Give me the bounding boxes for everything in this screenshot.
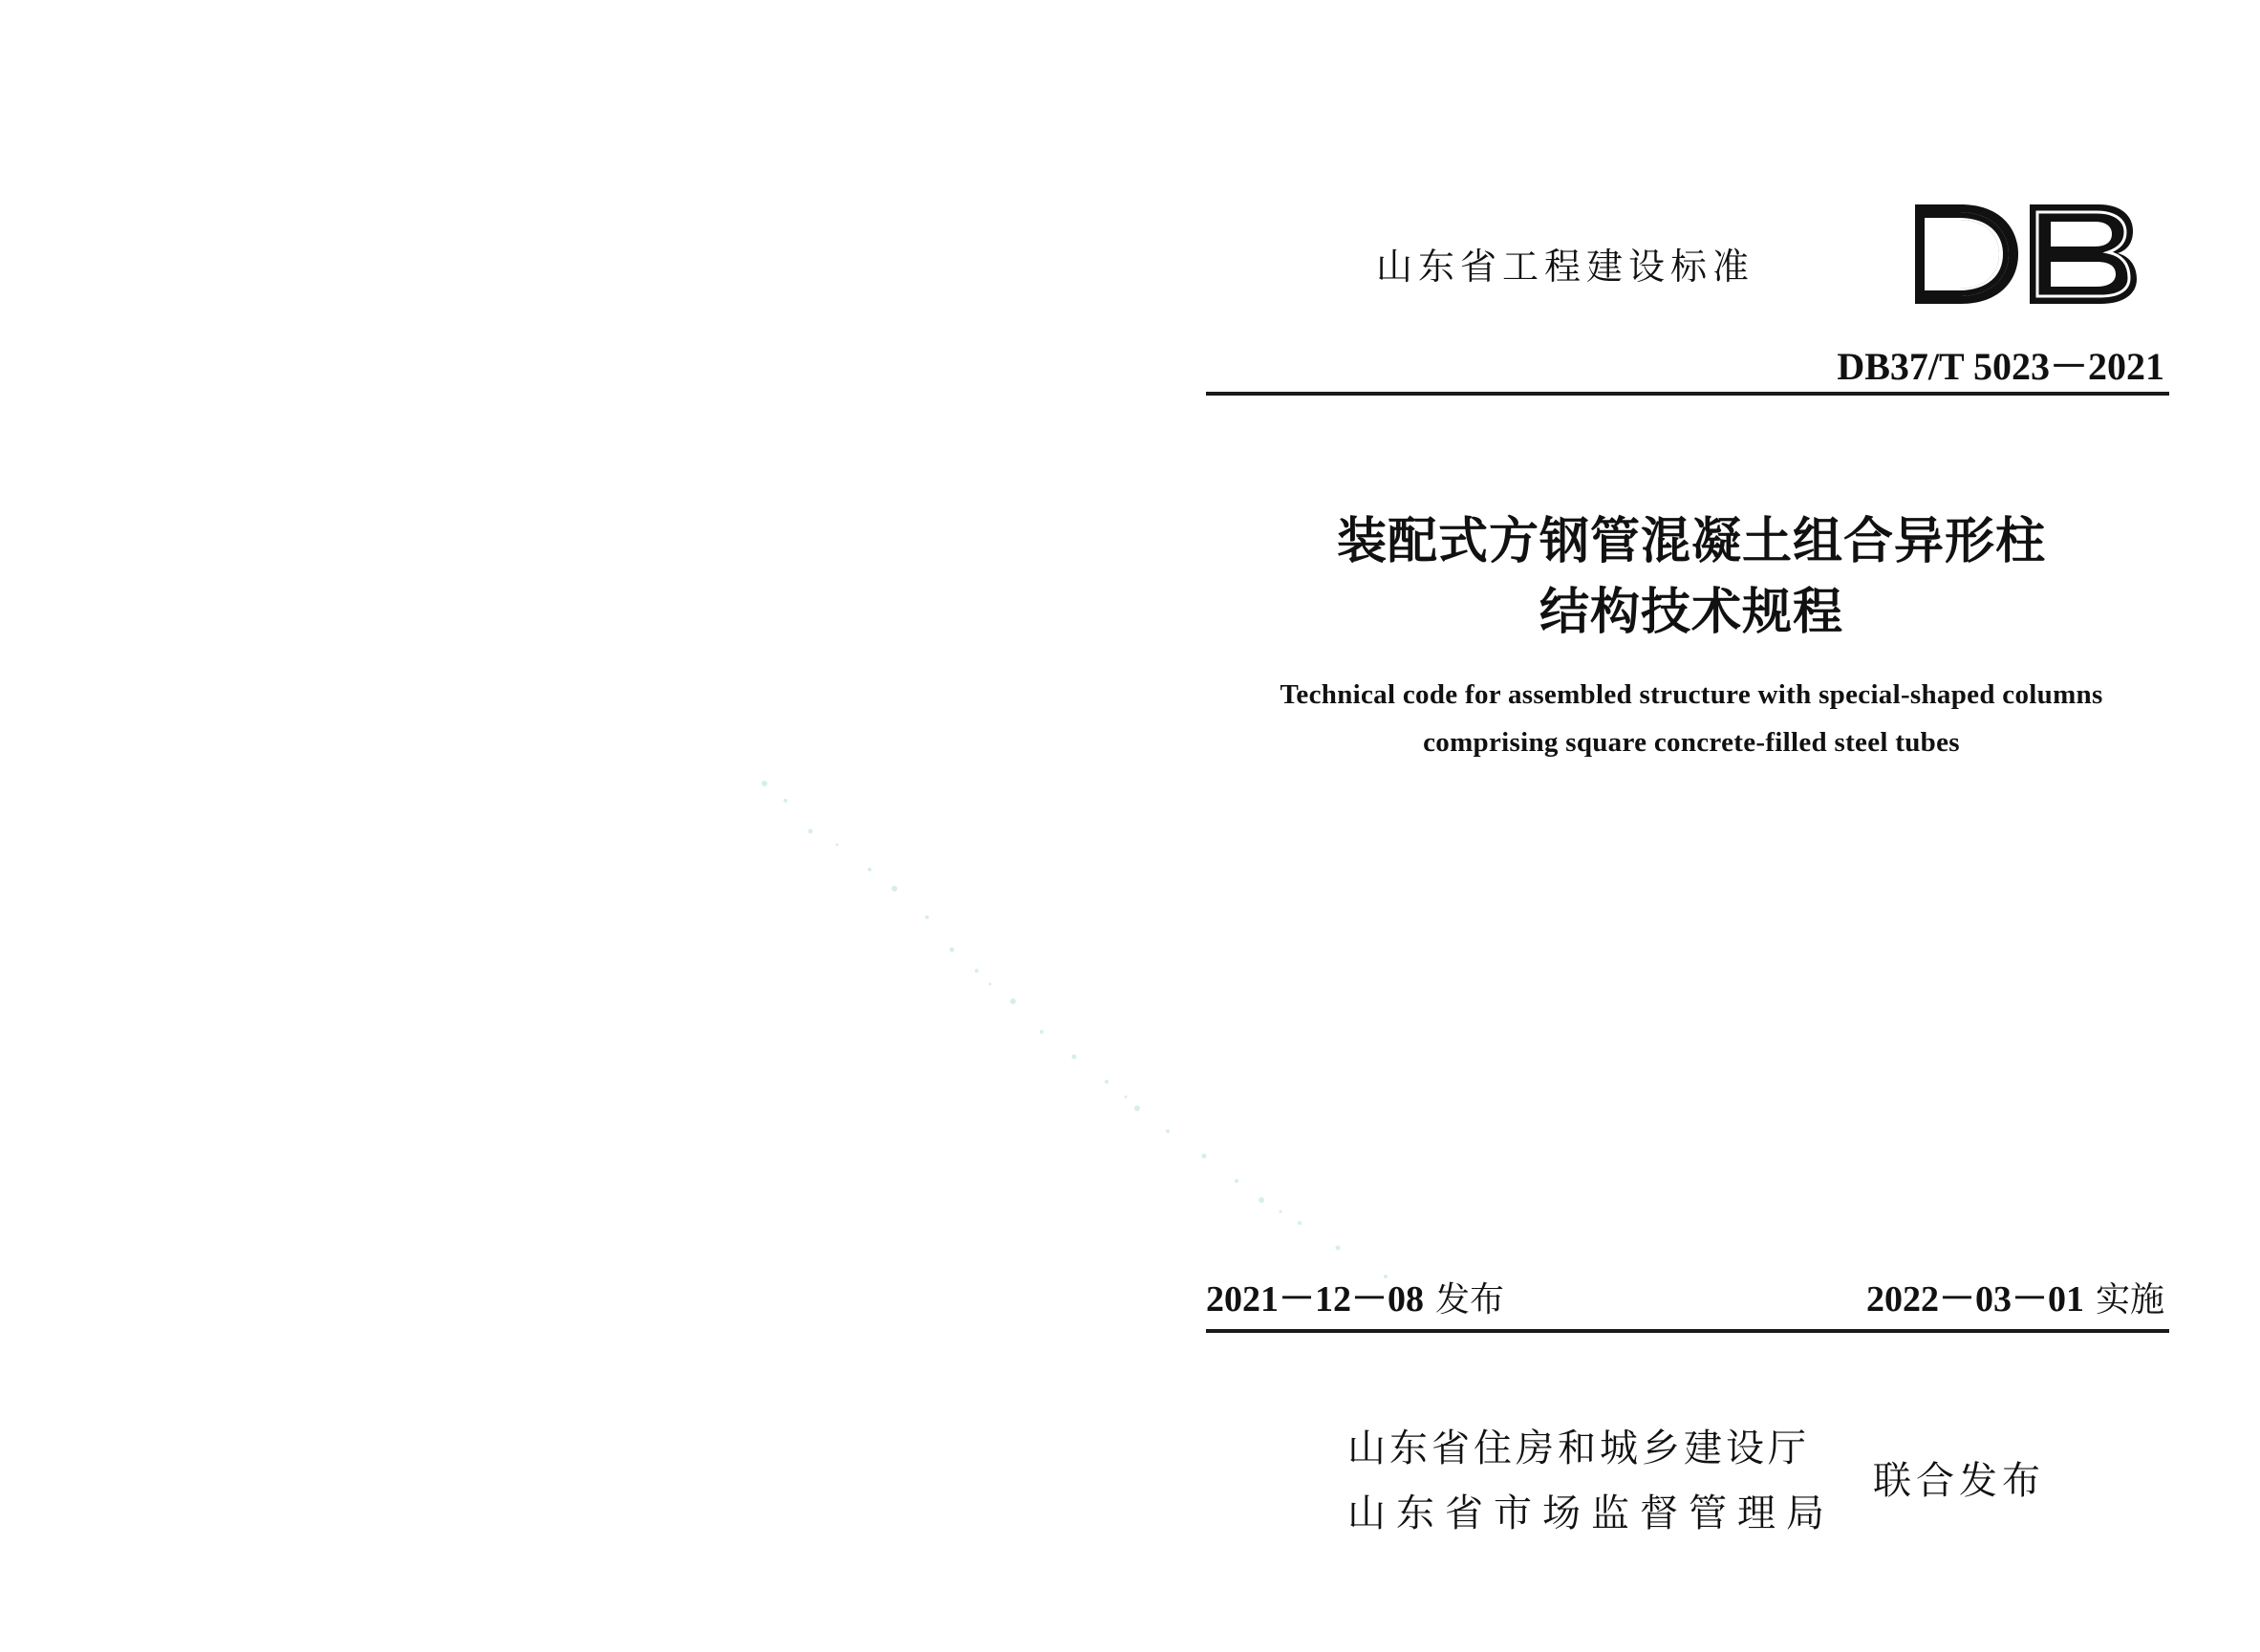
top-divider bbox=[1206, 392, 2169, 396]
issue-suffix: 发布 bbox=[1435, 1280, 1505, 1319]
joint-issue-label: 联合发布 bbox=[1873, 1459, 2045, 1503]
standard-number: DB37/T 5023－2021 bbox=[1837, 345, 2164, 388]
issue-date: 2021－12－08 bbox=[1206, 1279, 1425, 1319]
effective-suffix: 实施 bbox=[2095, 1280, 2164, 1319]
title-english-line-1: Technical code for assembled structure with special-shaped columns bbox=[1280, 679, 2103, 710]
scan-speckles bbox=[726, 745, 1472, 1319]
db-logo bbox=[1911, 203, 2141, 306]
db-logo-b bbox=[2030, 204, 2137, 304]
issuer-housing-department: 山东省住房和城乡建设厅 bbox=[1347, 1427, 1810, 1470]
title-english-line-2: comprising square concrete-filled steel tubes bbox=[1423, 727, 1960, 758]
effective-date: 2022－03－01 bbox=[1865, 1279, 2084, 1319]
issue-date-line bbox=[1206, 1269, 1504, 1321]
db-logo-d bbox=[1915, 204, 2018, 304]
bottom-divider bbox=[1206, 1329, 2169, 1333]
issuer-market-regulation: 山东省市场监督管理局 bbox=[1347, 1491, 1835, 1535]
series-label: 山东省工程建设标准 bbox=[1376, 246, 1755, 288]
title-chinese-line-1: 装配式方钢管混凝土组合异形柱 bbox=[1336, 512, 2046, 570]
title-chinese-line-2: 结构技术规程 bbox=[1539, 583, 1843, 641]
title-chinese bbox=[1206, 506, 2177, 648]
issuers bbox=[1347, 1416, 1835, 1546]
effective-date-line bbox=[1866, 1269, 2164, 1321]
